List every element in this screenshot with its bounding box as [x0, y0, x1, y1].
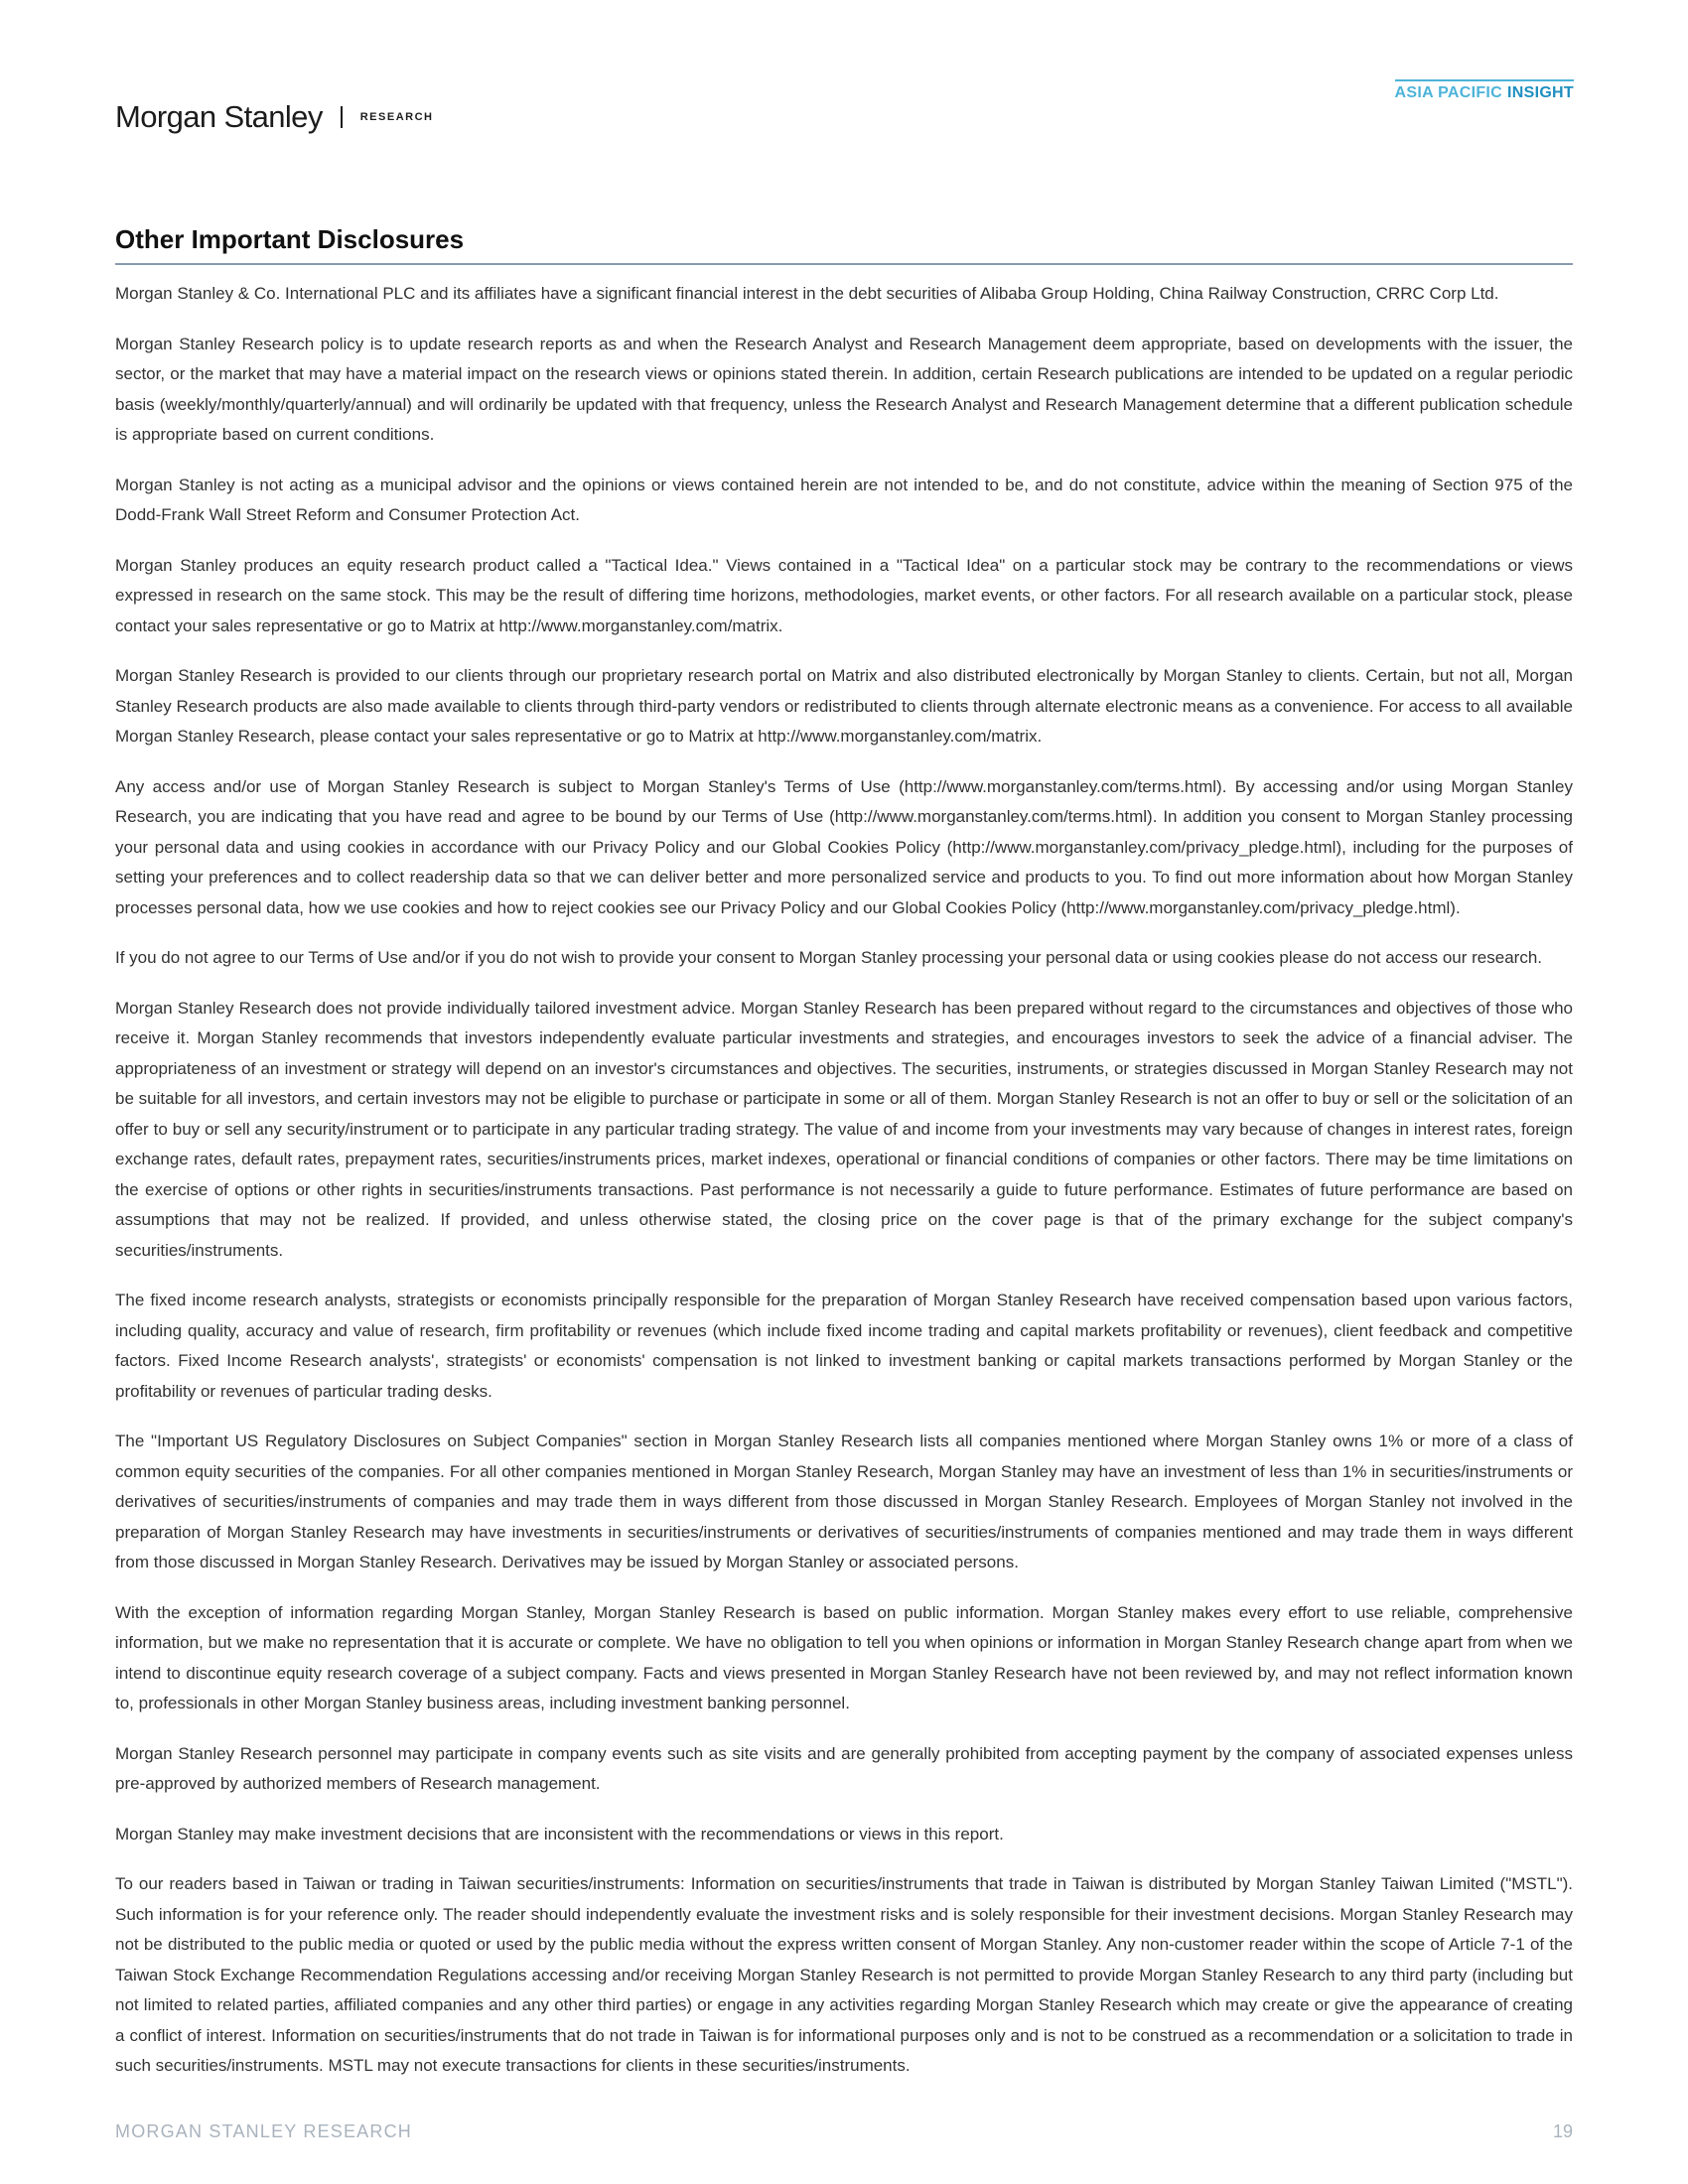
paragraph: With the exception of information regarding Morgan Stanley, Morgan Stanley Research is based on public information. Morgan Stanley makes every effort to use reliable, comprehensive information, but we make no representation that it is accurate or complete. We have no obligation to tell you when opinions or information in Morgan Stanley Research change apart from when we intend to discontinue equity research coverage of a subject company. Facts and views presented in Morgan Stanley Research have not been reviewed by, and may not reflect information known to, professionals in other Morgan Stanley business areas, including investment banking personnel. — [115, 1602, 1573, 1712]
paragraph: Morgan Stanley Research policy is to update research reports as and when the Research Analyst and Research Management deem appropriate, based on developments with the issuer, the sector, or the market that may have a material impact on the research views or opinions stated therein. In addition, certain Research publications are intended to be updated on a regular periodic basis (weekly/monthly/quarterly/annual) and will ordinarily be updated with that frequency, unless the Research Analyst and Research Management determine that a different publication schedule is appropriate based on current conditions. — [115, 334, 1573, 444]
logo-wordmark: Morgan Stanley — [115, 99, 323, 134]
paragraph: The fixed income research analysts, strategists or economists principally responsible for the preparation of Morgan Stanley Research have received compensation based upon various factors, including quality, accuracy and value of research, firm profitability or revenues (which include fixed income trading and capital markets profitability or revenues), client feedback and competitive factors. Fixed Income Research analysts', strategists' or economists' compensation is not linked to investment banking or capital markets transactions performed by Morgan Stanley or the profitability or revenues of particular trading desks. — [115, 1291, 1573, 1401]
paragraph: Morgan Stanley & Co. International PLC and its affiliates have a significant financial interest in the debt securities of Alibaba Group Holding, China Railway Construction, CRRC Corp Ltd. — [115, 284, 1499, 303]
logo-divider — [341, 106, 343, 128]
paragraph: Morgan Stanley Research does not provide individually tailored investment advice. Morgan Stanley Research has been prepared without regard to the circumstances and objectives of those who receive it. Morgan Stanley recommends that investors independently evaluate particular investments and strategies, and encourages investors to seek the advice of a financial adviser. The appropriateness of an investment or strategy will depend on an investor's circumstances and objectives. The securities, instruments, or strategies discussed in Morgan Stanley Research may not be suitable for all investors, and certain investors may not be eligible to purchase or participate in some or all of them. Morgan Stanley Research is not an offer to buy or sell or the solicitation of an offer to buy or sell any security/instrument or to participate in any particular trading strategy. The value of and income from your investments may vary because of changes in interest rates, foreign exchange rates, default rates, prepayment rates, securities/instruments prices, market indexes, operational or financial conditions of companies or other factors. There may be time limitations on the exercise of options or other rights in securities/instruments transactions. Past performance is not necessarily a guide to future performance. Estimates of future performance are based on assumptions that may not be realized. If provided, and unless otherwise stated, the closing price on the cover page is that of the primary exchange for the subject company's securities/instruments. — [115, 998, 1573, 1260]
paragraph: Morgan Stanley produces an equity research product called a "Tactical Idea." Views contained in a "Tactical Idea" on a particular stock may be contrary to the recommendations or views expressed in research on the same stock. This may be the result of differing time horizons, methodologies, market events, or other factors. For all research available on a particular stock, please contact your sales representative or go to Matrix at http://www.morganstanley.com/matrix. — [115, 555, 1573, 635]
paragraph: The "Important US Regulatory Disclosures on Subject Companies" section in Morgan Stanley Research lists all companies mentioned where Morgan Stanley owns 1% or more of a class of common equity securities of the companies. For all other companies mentioned in Morgan Stanley Research, Morgan Stanley may have an investment of less than 1% in securities/instruments or derivatives of securities/instruments of companies and may trade them in ways different from those discussed in Morgan Stanley Research. Employees of Morgan Stanley not involved in the preparation of Morgan Stanley Research may have investments in securities/instruments or derivatives of securities/instruments of companies mentioned and may trade them in ways different from those discussed in Morgan Stanley Research. Derivatives may be issued by Morgan Stanley or associated persons. — [115, 1432, 1573, 1571]
paragraph: Morgan Stanley Research personnel may participate in company events such as site visits and are generally prohibited from accepting payment by the company of associated expenses unless pre-approved by authorized members of Research management. — [115, 1743, 1573, 1793]
brand-logo — [115, 99, 433, 135]
logo-research-label: RESEARCH — [359, 111, 434, 123]
series-type: INSIGHT — [1507, 84, 1574, 101]
series-region: ASIA PACIFIC — [1394, 84, 1502, 101]
paragraph: Morgan Stanley is not acting as a municipal advisor and the opinions or views contained herein are not intended to be, and do not constitute, advice within the meaning of Section 975 of the Dodd-Frank Wall Street Reform and Consumer Protection Act. — [115, 475, 1573, 524]
paragraph: Any access and/or use of Morgan Stanley Research is subject to Morgan Stanley's Terms of Use (http://www.morganstanley.com/terms.html). By accessing and/or using Morgan Stanley Research, you are indicating that you have read and agree to be bound by our Terms of Use (http://www.morganstanley.com/terms.html). In addition you consent to Morgan Stanley processing your personal data and using cookies in accordance with our Privacy Policy and our Global Cookies Policy (http://www.morganstanley.com/privacy_pledge.html), including for the purposes of setting your preferences and to collect readership data so that we can deliver better and more personalized service and products to you. To find out more information about how Morgan Stanley processes personal data, how we use cookies and how to reject cookies see our Privacy Policy and our Global Cookies Policy (http://www.morganstanley.com/privacy_pledge.html). — [115, 776, 1573, 917]
page-number: 19 — [1552, 2121, 1573, 2141]
disclosures-body — [115, 279, 1573, 2102]
report-series-tag — [1395, 79, 1575, 102]
paragraph: Morgan Stanley Research is provided to our clients through our proprietary research portal on Matrix and also distributed electronically by Morgan Stanley to clients. Certain, but not all, Morgan Stanley Research products are also made available to clients through third-party vendors or redistributed to clients through alternate electronic means as a convenience. For access to all available Morgan Stanley Research, please contact your sales representative or go to Matrix at http://www.morganstanley.com/matrix. — [115, 666, 1573, 746]
footer-publisher: MORGAN STANLEY RESEARCH — [115, 2121, 412, 2141]
section-title: Other Important Disclosures — [115, 224, 1573, 265]
paragraph: If you do not agree to our Terms of Use and/or if you do not wish to provide your consent to Morgan Stanley processing your personal data or using cookies please do not access our research. — [115, 948, 1542, 967]
paragraph: Morgan Stanley may make investment decisions that are inconsistent with the recommendations or views in this report. — [115, 1824, 1004, 1843]
paragraph: To our readers based in Taiwan or trading in Taiwan securities/instruments: Information on securities/instruments that trade in Taiwan is distributed by Morgan Stanley Taiwan Limited ("MSTL"). Such information is for your reference only. The reader should independently evaluate the investment risks and is solely responsible for their investment decisions. Morgan Stanley Research may not be distributed to the public media or quoted or used by the public media without the express written consent of Morgan Stanley. Any non-customer reader within the scope of Article 7-1 of the Taiwan Stock Exchange Recommendation Regulations accessing and/or receiving Morgan Stanley Research is not permitted to provide Morgan Stanley Research to any third party (including but not limited to related parties, affiliated companies and any other third parties) or engage in any activities regarding Morgan Stanley Research which may create or give the appearance of creating a conflict of interest. Information on securities/instruments that do not trade in Taiwan is for informational purposes only and is not to be construed as a recommendation or a solicitation to trade in such securities/instruments. MSTL may not execute transactions for clients in these securities/instruments. — [115, 1874, 1573, 2075]
